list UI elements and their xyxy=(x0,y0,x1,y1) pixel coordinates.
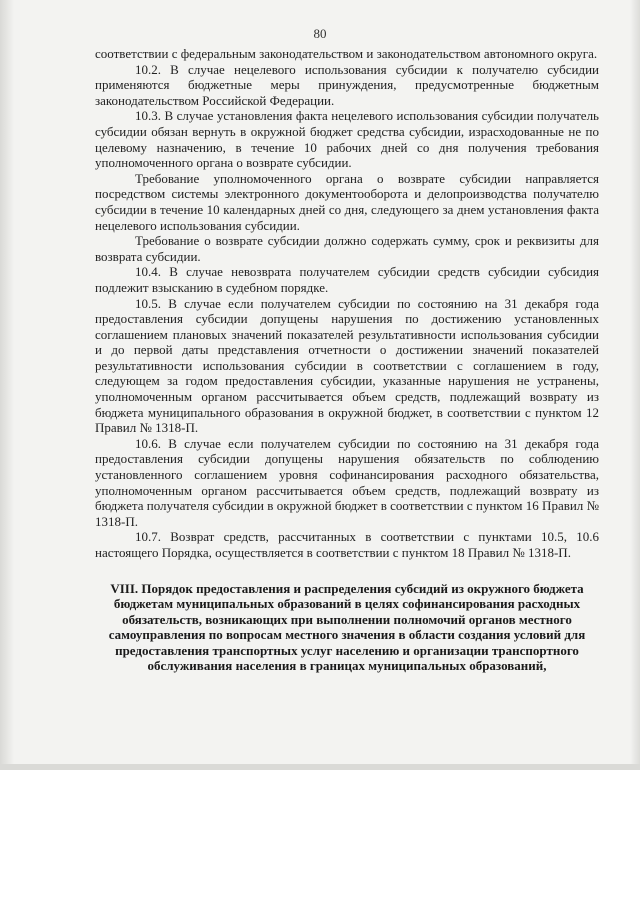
scan-shadow-left xyxy=(0,0,14,770)
scan-shadow-bottom xyxy=(0,764,640,770)
document-body xyxy=(95,46,599,674)
paragraph-10-6: 10.6. В случае если получателем субсидии по состоянию на 31 декабря года предоставления субсидии допущены нарушения обязательств по соблюдению установленного соглашением уровня софинансирования расходного обязательства, уполномоченным органом рассчитывается объем средств, подлежащий возврату из бюджета получателя субсидии в окружной бюджет в соответствии с пунктом 16 Правил № 1318-П. xyxy=(95,435,599,529)
paragraph-10-2: 10.2. В случае нецелевого использования субсидии к получателю субсидии применяются бюджетные меры принуждения, предусмотренные бюджетным законодательством Российской Федерации. xyxy=(95,61,599,108)
page-number: 80 xyxy=(313,26,327,41)
paragraph-requirement-sending: Требование уполномоченного органа о возврате субсидии направляется посредством системы электронного документооборота и делопроизводства получателю субсидии в течение 10 календарных дней со дня, следующего за днем установления факта нецелевого использования субсидии. xyxy=(95,170,599,233)
paragraph-10-3: 10.3. В случае установления факта нецелевого использования субсидии получатель субсидии обязан вернуть в окружной бюджет средства субсидии, израсходованные не по целевому назначению, в течение 10 рабочих дней со дня получения требования уполномоченного органа о возврате субсидии. xyxy=(95,108,599,171)
scan-shadow-right xyxy=(630,0,640,770)
paragraph-10-7: 10.7. Возврат средств, рассчитанных в соответствии с пунктами 10.5, 10.6 настоящего Порядка, осуществляется в соответствии с пунктом 18 Правил № 1318-П. xyxy=(95,529,599,560)
paragraph-requirement-content: Требование о возврате субсидии должно содержать сумму, срок и реквизиты для возврата субсидии. xyxy=(95,233,599,264)
section-heading: VIII. Порядок предоставления и распределения субсидий из окружного бюджета бюджетам муниципальных образований в целях софинансирования расходных обязательств, возникающих при выполнении полномочий органов местного самоуправления по вопросам местного значения в области создания условий для предоставления транспортных услуг населению и организации транспортного обслуживания населения в границах муниципальных образований, xyxy=(108,580,586,674)
paragraph-10-5: 10.5. В случае если получателем субсидии по состоянию на 31 декабря года предоставления субсидии допущены нарушения по достижению установленных соглашением плановых значений показателей результативности использования субсидии и до первой даты представления отчетности о достижении значений показателей результативности использования субсидии в соответствии с соглашением в году, следующем за годом предоставления субсидии, указанные нарушения не устранены, уполномоченным органом рассчитывается объем средств, подлежащий возврату из бюджета муниципального образования в окружной бюджет, в соответствии с пунктом 12 Правил № 1318-П. xyxy=(95,295,599,436)
paragraph-continuation: соответствии с федеральным законодательством и законодательством автономного округа. xyxy=(95,46,598,61)
paragraph-10-4: 10.4. В случае невозврата получателем субсидии средств субсидии субсидия подлежит взысканию в судебном порядке. xyxy=(95,264,599,295)
